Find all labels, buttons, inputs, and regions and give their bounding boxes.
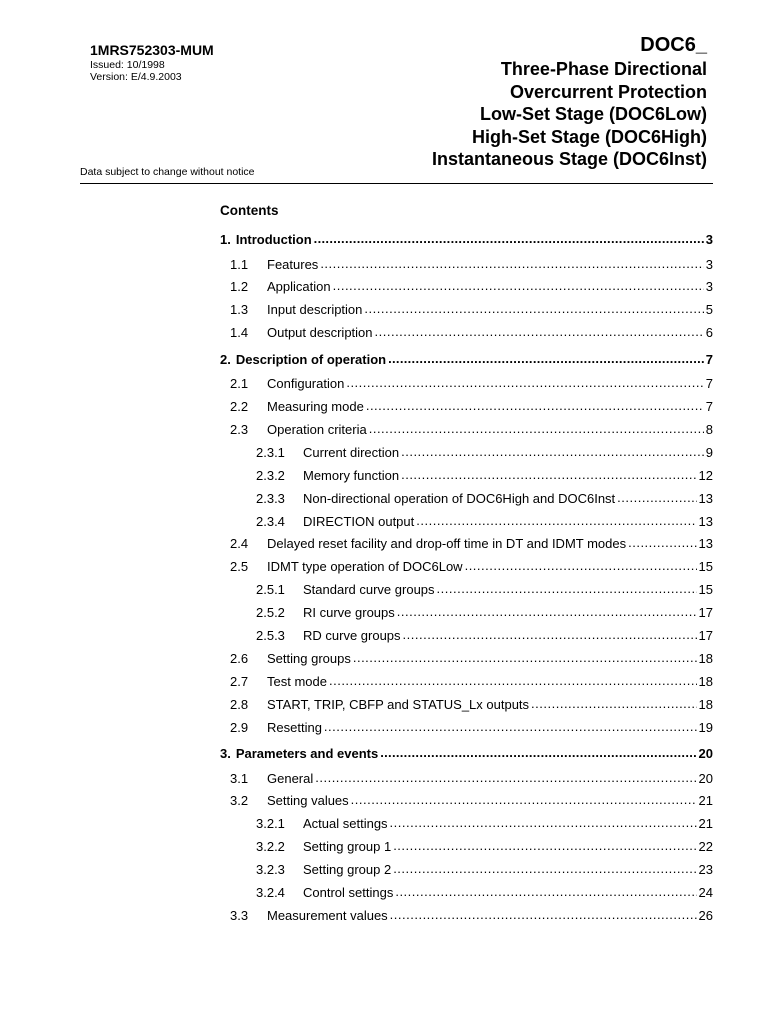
toc-entry-number: 3.1: [230, 770, 249, 786]
toc-entry-number: 3.2.3: [256, 862, 285, 878]
toc-entry[interactable]: [230, 558, 713, 574]
toc-entry-title: RI curve groups: [303, 605, 395, 621]
toc-entry-number: 2.3.4: [256, 513, 285, 529]
toc-entry-page: 9: [705, 444, 713, 460]
toc-entry-page: 3: [705, 232, 713, 247]
toc-entry[interactable]: [230, 792, 713, 808]
toc-entry[interactable]: [230, 421, 713, 437]
toc-entry-number: 3.: [220, 746, 231, 761]
toc-entry[interactable]: [256, 513, 713, 529]
title-line: Instantaneous Stage (DOC6Inst): [431, 149, 707, 169]
dot-leader: [314, 231, 704, 244]
dot-leader: [617, 490, 696, 503]
dot-leader: [390, 815, 697, 828]
dot-leader: [437, 581, 697, 594]
toc-entry-title: Actual settings: [303, 816, 388, 832]
toc-entry[interactable]: [256, 490, 713, 506]
toc-entry-number: 2.3.2: [256, 467, 285, 483]
toc-entry-number: 1.2: [230, 279, 249, 295]
toc-entry-title: Features: [267, 256, 319, 272]
toc-entry-page: 7: [705, 376, 713, 392]
dot-leader: [390, 907, 697, 920]
toc-entry-number: 2.9: [230, 719, 249, 735]
toc-entry-number: 2.4: [230, 536, 249, 552]
toc-entry[interactable]: [256, 838, 713, 854]
toc-entry-page: 7: [705, 351, 713, 367]
title-line: Overcurrent Protection: [509, 81, 707, 102]
toc-entry[interactable]: [230, 696, 713, 712]
dot-leader: [320, 256, 703, 269]
toc-entry-title: RD curve groups: [303, 628, 401, 643]
toc-entry-title: Parameters and events: [235, 746, 379, 761]
toc-entry-page: 21: [698, 793, 713, 809]
toc-entry-title: DIRECTION output: [303, 513, 415, 529]
toc-entry-page: 17: [698, 628, 713, 643]
dot-leader: [333, 278, 704, 291]
toc-entry-page: 3: [705, 256, 713, 272]
toc-entry-number: 2.5.2: [256, 605, 285, 621]
toc-entry-title: Delayed reset facility and drop-off time in DT and IDMT modes: [267, 536, 627, 552]
toc-entry[interactable]: [230, 278, 713, 294]
header-divider: [80, 183, 713, 184]
toc-entry-title: Control settings: [303, 885, 394, 900]
toc-entry-number: 1.3: [230, 302, 249, 318]
toc-entry-number: 2.5: [230, 559, 249, 575]
toc-entry-page: 15: [698, 582, 713, 598]
toc-entry-number: 1.: [220, 232, 231, 247]
toc-entry[interactable]: [230, 719, 713, 735]
dot-leader: [351, 792, 697, 805]
toc-entry-page: 13: [698, 490, 713, 506]
toc-entry-title: Operation criteria: [267, 421, 367, 437]
dot-leader: [375, 324, 704, 337]
toc-entry-page: 13: [698, 536, 713, 552]
toc-entry-number: 2.3.3: [256, 490, 285, 506]
toc-entry-title: Resetting: [267, 719, 322, 735]
toc-entry[interactable]: [230, 375, 713, 391]
toc-entry[interactable]: [230, 256, 713, 272]
dot-leader: [315, 770, 696, 783]
toc-entry-title: Setting groups: [267, 650, 351, 666]
toc-entry-page: 22: [698, 839, 713, 855]
toc-entry-page: 26: [698, 907, 713, 923]
toc-entry-number: 3.2.1: [256, 816, 285, 832]
dot-leader: [346, 375, 703, 388]
toc-entry[interactable]: [220, 231, 713, 247]
dot-leader: [395, 884, 696, 897]
toc-entry-title: Description of operation: [235, 351, 387, 367]
dot-leader: [401, 467, 696, 480]
dot-leader: [403, 627, 697, 640]
toc-entry-title: General: [267, 770, 314, 786]
toc-entry[interactable]: [230, 398, 713, 414]
toc-entry-number: 2.3: [230, 421, 249, 437]
toc-entry[interactable]: [256, 627, 713, 643]
toc-entry-page: 7: [705, 399, 713, 414]
toc-entry-number: 2.8: [230, 696, 249, 712]
toc-entry-title: Current direction: [303, 444, 400, 460]
version-info: Version: E/4.9.2003: [90, 71, 182, 83]
toc-entry[interactable]: [256, 604, 713, 620]
toc-entry[interactable]: [230, 770, 713, 786]
toc-entry-title: Configuration: [267, 376, 345, 392]
toc-entry-page: 3: [705, 279, 713, 295]
toc-entry[interactable]: [256, 581, 713, 597]
toc-entry-number: 2.6: [230, 650, 249, 666]
dot-leader: [401, 444, 704, 457]
change-notice: Data subject to change without notice: [80, 166, 255, 178]
toc-entry-title: Test mode: [267, 673, 327, 689]
dot-leader: [324, 719, 697, 732]
document-id: 1MRS752303-MUM: [90, 42, 214, 58]
toc-entry-title: Standard curve groups: [303, 582, 435, 598]
dot-leader: [366, 398, 704, 411]
toc-entry-page: 18: [698, 696, 713, 712]
dot-leader: [397, 604, 697, 617]
toc-entry-page: 8: [705, 421, 713, 437]
title-line: High-Set Stage (DOC6High): [471, 126, 707, 147]
toc-entry-number: 3.3: [230, 907, 249, 923]
toc-entry-number: 1.4: [230, 325, 249, 341]
toc-entry-page: 15: [698, 559, 713, 575]
toc-entry-title: Non-directional operation of DOC6High and DOC6Inst: [303, 490, 616, 506]
dot-leader: [531, 696, 696, 709]
dot-leader: [393, 861, 696, 874]
toc-entry-title: Application: [267, 279, 331, 295]
toc-entry-page: 13: [698, 513, 713, 529]
toc-entry[interactable]: [230, 907, 713, 923]
title-line: Low-Set Stage (DOC6Low): [479, 104, 707, 124]
toc-entry-page: 20: [698, 746, 713, 761]
toc-entry-page: 12: [698, 467, 713, 483]
toc-entry-page: 24: [698, 885, 713, 900]
toc-entry-title: Memory function: [303, 467, 400, 483]
dot-leader: [369, 421, 704, 434]
toc-entry-number: 2.5.3: [256, 628, 285, 643]
dot-leader: [465, 558, 697, 571]
title-line: Three-Phase Directional: [500, 59, 707, 79]
toc-entry-title: Setting values: [267, 793, 349, 809]
toc-entry-page: 21: [698, 816, 713, 832]
toc-entry-title: START, TRIP, CBFP and STATUS_Lx outputs: [267, 696, 530, 712]
toc-entry[interactable]: [220, 745, 713, 761]
toc-entry[interactable]: [256, 861, 713, 877]
contents-heading: Contents: [220, 203, 279, 218]
toc-entry-title: Output description: [267, 325, 373, 341]
toc-entry-page: 18: [698, 650, 713, 666]
toc-entry[interactable]: [256, 444, 713, 460]
toc-entry-number: 2.2: [230, 399, 249, 414]
toc-entry-page: 20: [698, 770, 713, 786]
dot-leader: [393, 838, 696, 851]
toc-entry-title: Setting group 2: [303, 862, 392, 878]
toc-entry-page: 23: [698, 862, 713, 878]
toc-entry-page: 19: [698, 719, 713, 735]
toc-entry-number: 2.5.1: [256, 582, 285, 598]
toc-entry-title: Setting group 1: [303, 839, 392, 855]
dot-leader: [380, 745, 696, 758]
toc-entry[interactable]: [230, 301, 713, 317]
toc-entry[interactable]: [230, 673, 713, 689]
title-line: DOC6_: [640, 34, 707, 56]
toc-entry-number: 2.1: [230, 376, 249, 392]
toc-entry-number: 1.1: [230, 256, 249, 272]
toc-entry-page: 6: [705, 325, 713, 341]
toc-entry[interactable]: [256, 884, 713, 900]
toc-entry-page: 17: [698, 605, 713, 621]
toc-entry[interactable]: [230, 650, 713, 666]
toc-entry-title: Measuring mode: [267, 399, 364, 414]
dot-leader: [416, 513, 696, 526]
toc-entry-number: 2.3.1: [256, 444, 285, 460]
toc-entry-page: 18: [698, 673, 713, 689]
toc-entry-page: 5: [705, 302, 713, 318]
toc-entry-number: 3.2.4: [256, 885, 285, 900]
toc-entry-title: Input description: [267, 302, 363, 318]
toc-entry-title: Introduction: [235, 232, 312, 247]
toc-entry-number: 3.2.2: [256, 839, 285, 855]
toc-entry[interactable]: [230, 535, 713, 551]
dot-leader: [628, 535, 696, 548]
dot-leader: [353, 650, 697, 663]
toc-entry-title: IDMT type operation of DOC6Low: [267, 559, 463, 575]
toc-entry[interactable]: [220, 351, 713, 367]
toc-entry[interactable]: [256, 815, 713, 831]
document-title: [432, 32, 707, 171]
toc-entry-number: 3.2: [230, 793, 249, 809]
issued-date: Issued: 10/1998: [90, 59, 165, 71]
dot-leader: [388, 351, 704, 364]
toc-entry-title: Measurement values: [267, 907, 388, 923]
toc-entry-number: 2.: [220, 351, 231, 367]
dot-leader: [364, 301, 703, 314]
toc-entry[interactable]: [230, 324, 713, 340]
toc-entry[interactable]: [256, 467, 713, 483]
dot-leader: [329, 673, 697, 686]
toc-entry-number: 2.7: [230, 673, 249, 689]
